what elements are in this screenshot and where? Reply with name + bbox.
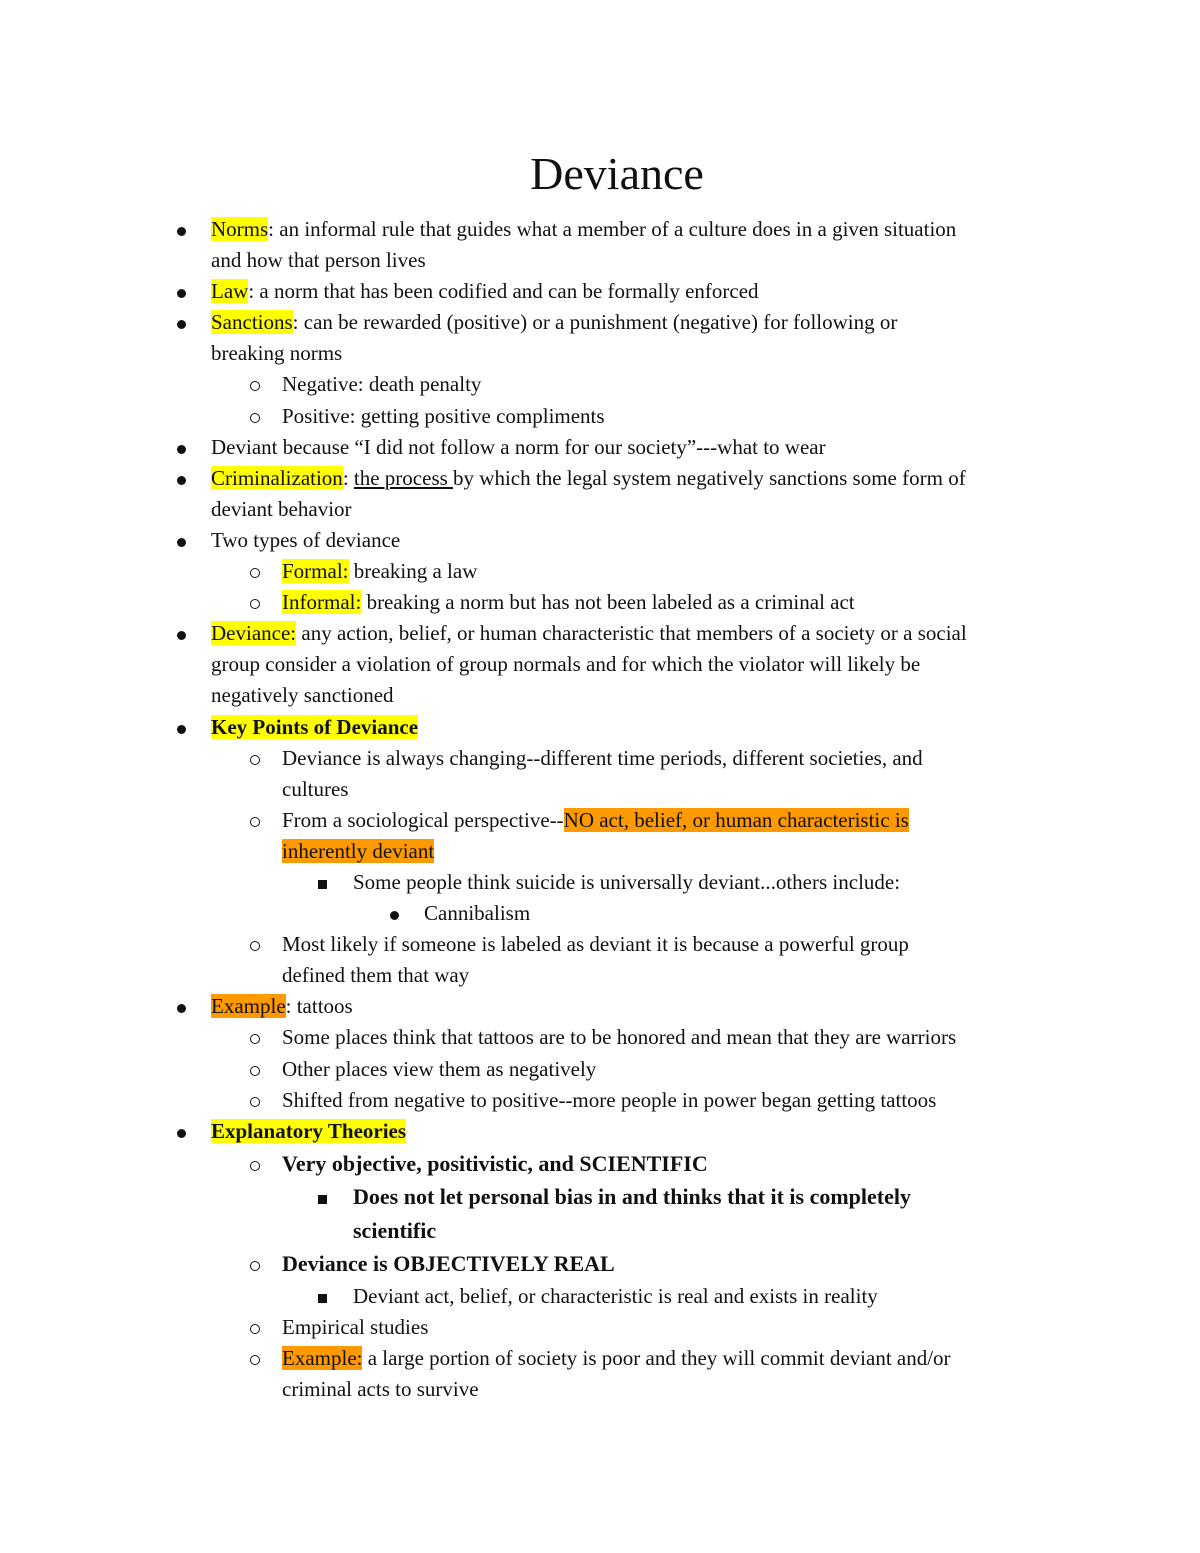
- list-item: [0, 712, 1200, 743]
- text-run: : a norm that has been codified and can be formally enforced: [248, 279, 759, 304]
- list-item-line: [0, 556, 1200, 587]
- list-item-text: [211, 494, 352, 525]
- highlighted-term: Example:: [282, 1346, 363, 1370]
- square-bullet-icon: [318, 867, 327, 898]
- disc-bullet-icon: [177, 307, 186, 338]
- square-bullet-icon: [318, 1281, 327, 1312]
- list-item: [0, 587, 1200, 618]
- list-item: [0, 1247, 1200, 1281]
- text-run: scientific: [353, 1217, 437, 1243]
- text-run: the process: [353, 465, 454, 490]
- list-item-text: [282, 774, 348, 805]
- text-run: and how that person lives: [211, 248, 426, 273]
- list-item-line: [0, 307, 1200, 338]
- circle-bullet-icon: [250, 1147, 260, 1181]
- list-item: [0, 991, 1200, 1022]
- list-item-line: [0, 432, 1200, 463]
- list-item-text: [282, 587, 855, 618]
- highlighted-term: Law: [211, 279, 249, 304]
- list-item-line: [0, 929, 1200, 960]
- highlighted-term: Formal:: [282, 559, 349, 584]
- list-item-line: [0, 805, 1200, 836]
- text-run: Some people think suicide is universally deviant...others include:: [353, 869, 901, 894]
- text-run: group consider a violation of group normals and for which the violator will likely be: [211, 652, 921, 677]
- list-item-line: [0, 649, 1200, 680]
- list-item-line: [0, 898, 1200, 929]
- list-item-text: [211, 432, 826, 463]
- text-run: Positive: getting positive compliments: [282, 403, 605, 428]
- list-item-text: [282, 929, 909, 960]
- list-item-line: [0, 245, 1200, 276]
- text-run: any action, belief, or human characteristic that members of a society or a social: [296, 621, 967, 646]
- list-item: [0, 307, 1200, 369]
- highlighted-term: inherently deviant: [282, 838, 435, 863]
- list-item-text: [282, 805, 909, 836]
- list-item-text: [211, 214, 956, 245]
- list-item-line: [0, 960, 1200, 991]
- list-item-line: [0, 867, 1200, 898]
- disc-bullet-icon: [177, 276, 186, 307]
- list-item-text: [424, 898, 530, 929]
- list-item: [0, 276, 1200, 307]
- list-item-text: [282, 1054, 596, 1085]
- list-item-line: [0, 1022, 1200, 1053]
- square-bullet-icon: [318, 1180, 327, 1214]
- list-item: [0, 1116, 1200, 1147]
- list-item-line: [0, 587, 1200, 618]
- list-item-line: [0, 369, 1200, 400]
- list-item-line: [0, 774, 1200, 805]
- list-item-line: [0, 1281, 1200, 1312]
- circle-bullet-icon: [250, 401, 260, 432]
- text-run: Other places view them as negatively: [282, 1056, 597, 1081]
- list-item-line: [0, 463, 1200, 494]
- highlighted-term: Example: [211, 994, 286, 1019]
- list-item-line: [0, 712, 1200, 743]
- text-run: Most likely if someone is labeled as deviant it is because a powerful group: [282, 932, 909, 957]
- list-item-line: [0, 1180, 1200, 1214]
- text-run: Deviance is OBJECTIVELY REAL: [282, 1251, 615, 1277]
- list-item-text: [282, 1085, 936, 1116]
- circle-bullet-icon: [250, 1022, 260, 1053]
- list-item: [0, 805, 1200, 867]
- text-run: a large portion of society is poor and they will commit deviant and/or: [362, 1346, 951, 1370]
- list-item: [0, 214, 1200, 276]
- list-item-line: [0, 338, 1200, 369]
- list-item-line: [0, 1054, 1200, 1085]
- text-run: Very objective, positivistic, and SCIENTIFIC: [282, 1150, 708, 1176]
- text-run: criminal acts to survive: [282, 1377, 479, 1402]
- list-item: [0, 401, 1200, 432]
- list-item-line: [0, 494, 1200, 525]
- disc-bullet-icon: [177, 618, 186, 649]
- list-item-text: [211, 712, 418, 743]
- list-item-text: [282, 1147, 708, 1181]
- highlighted-term: Key Points of Deviance: [211, 714, 419, 739]
- list-item-line: [0, 214, 1200, 245]
- circle-bullet-icon: [250, 743, 260, 774]
- list-item-text: [282, 1247, 615, 1281]
- circle-bullet-icon: [250, 1054, 260, 1085]
- list-item-line: [0, 1374, 1200, 1405]
- list-item-line: [0, 1147, 1200, 1181]
- text-run: Two types of deviance: [211, 527, 401, 552]
- list-item-text: [211, 991, 353, 1022]
- list-item-text: [211, 680, 394, 711]
- text-run: Deviant because “I did not follow a norm for our society”---what to wear: [211, 434, 826, 459]
- list-item-text: [211, 307, 897, 338]
- list-item: [0, 867, 1200, 898]
- disc-bullet-icon: [177, 712, 186, 743]
- list-item-text: [282, 1312, 428, 1343]
- list-item: [0, 1180, 1200, 1247]
- list-item: [0, 556, 1200, 587]
- text-run: :: [342, 465, 354, 490]
- list-item-text: [282, 401, 605, 432]
- disc-bullet-icon: [177, 463, 186, 494]
- list-item-text: [211, 338, 342, 369]
- text-run: breaking a law: [348, 559, 478, 584]
- list-item: [0, 929, 1200, 991]
- highlighted-term: Sanctions: [211, 310, 293, 335]
- list-item-text: [211, 649, 920, 680]
- highlighted-term: Informal:: [282, 590, 362, 615]
- list-item-text: [353, 1281, 878, 1312]
- disc-bullet-icon: [177, 525, 186, 556]
- list-item: [0, 1147, 1200, 1181]
- list-item-text: [282, 960, 469, 991]
- list-item: [0, 525, 1200, 556]
- text-run: breaking a norm but has not been labeled as a criminal act: [361, 590, 855, 615]
- circle-bullet-icon: [250, 1247, 260, 1281]
- disc-bullet-icon: [177, 1116, 186, 1147]
- circle-bullet-icon: [250, 929, 260, 960]
- list-item: [0, 463, 1200, 525]
- list-item-line: [0, 1247, 1200, 1281]
- text-run: : tattoos: [285, 994, 353, 1019]
- list-item-text: [282, 1022, 956, 1053]
- list-item-text: [282, 556, 477, 587]
- highlighted-term: Norms: [211, 217, 269, 241]
- list-item-line: [0, 991, 1200, 1022]
- circle-bullet-icon: [250, 1312, 260, 1343]
- list-item-line: [0, 1085, 1200, 1116]
- list-item-text: [353, 1214, 436, 1248]
- circle-bullet-icon: [250, 805, 260, 836]
- text-run: Shifted from negative to positive--more people in power began getting tattoos: [282, 1087, 937, 1112]
- document-title: Deviance: [530, 148, 704, 199]
- highlighted-term: Deviance:: [211, 621, 297, 646]
- text-run: negatively sanctioned: [211, 683, 394, 708]
- circle-bullet-icon: [250, 587, 260, 618]
- list-item-line: [0, 743, 1200, 774]
- text-run: Deviance is always changing--different time periods, different societies, and: [282, 745, 923, 770]
- list-item-text: [282, 369, 481, 400]
- text-run: : an informal rule that guides what a member of a culture does in a given situation: [268, 217, 957, 241]
- text-run: defined them that way: [282, 963, 470, 988]
- disc-bullet-icon: [177, 214, 186, 245]
- text-run: Some places think that tattoos are to be honored and mean that they are warriors: [282, 1025, 957, 1050]
- list-item-text: [211, 525, 400, 556]
- list-item-text: [282, 1343, 951, 1374]
- list-item-text: [211, 276, 759, 307]
- list-item-text: [211, 1116, 406, 1147]
- list-item-text: [353, 867, 900, 898]
- list-item-line: [0, 836, 1200, 867]
- text-run: breaking norms: [211, 341, 343, 366]
- text-run: cultures: [282, 776, 349, 801]
- list-item: [0, 898, 1200, 929]
- notes-list: [0, 214, 1200, 1405]
- circle-bullet-icon: [250, 1343, 260, 1374]
- list-item-text: [282, 836, 434, 867]
- list-item: [0, 1312, 1200, 1343]
- list-item-line: [0, 1214, 1200, 1248]
- list-item-text: [282, 743, 923, 774]
- list-item: [0, 1281, 1200, 1312]
- list-item-line: [0, 276, 1200, 307]
- list-item-line: [0, 1116, 1200, 1147]
- list-item: [0, 1022, 1200, 1053]
- list-item-line: [0, 618, 1200, 649]
- list-item-text: [211, 618, 967, 649]
- circle-bullet-icon: [250, 369, 260, 400]
- highlighted-term: NO act, belief, or human characteristic is: [563, 807, 909, 832]
- list-item-text: [211, 245, 426, 276]
- disc-bullet-icon: [177, 991, 186, 1022]
- text-run: by which the legal system negatively sanctions some form of: [453, 465, 966, 490]
- disc-bullet-icon: [390, 898, 399, 929]
- list-item: [0, 1085, 1200, 1116]
- list-item-line: [0, 1343, 1200, 1374]
- text-run: Deviant act, belief, or characteristic is real and exists in reality: [353, 1283, 878, 1308]
- text-run: Does not let personal bias in and thinks that it is completely: [353, 1184, 911, 1210]
- list-item: [0, 1054, 1200, 1085]
- disc-bullet-icon: [177, 432, 186, 463]
- list-item: [0, 743, 1200, 805]
- list-item: [0, 618, 1200, 711]
- list-item-line: [0, 1312, 1200, 1343]
- list-item-text: [353, 1180, 911, 1214]
- list-item: [0, 432, 1200, 463]
- list-item: [0, 1343, 1200, 1405]
- list-item-line: [0, 680, 1200, 711]
- list-item-text: [282, 1374, 479, 1405]
- circle-bullet-icon: [250, 556, 260, 587]
- text-run: deviant behavior: [211, 496, 352, 521]
- text-run: Empirical studies: [282, 1314, 429, 1339]
- list-item: [0, 369, 1200, 400]
- list-item-line: [0, 525, 1200, 556]
- text-run: Cannibalism: [424, 901, 531, 926]
- highlighted-term: Explanatory Theories: [211, 1118, 407, 1143]
- text-run: Negative: death penalty: [282, 372, 482, 397]
- list-item-line: [0, 401, 1200, 432]
- text-run: : can be rewarded (positive) or a punishment (negative) for following or: [292, 310, 898, 335]
- highlighted-term: Criminalization: [211, 465, 343, 490]
- circle-bullet-icon: [250, 1085, 260, 1116]
- text-run: From a sociological perspective--: [282, 807, 564, 832]
- list-item-text: [211, 463, 966, 494]
